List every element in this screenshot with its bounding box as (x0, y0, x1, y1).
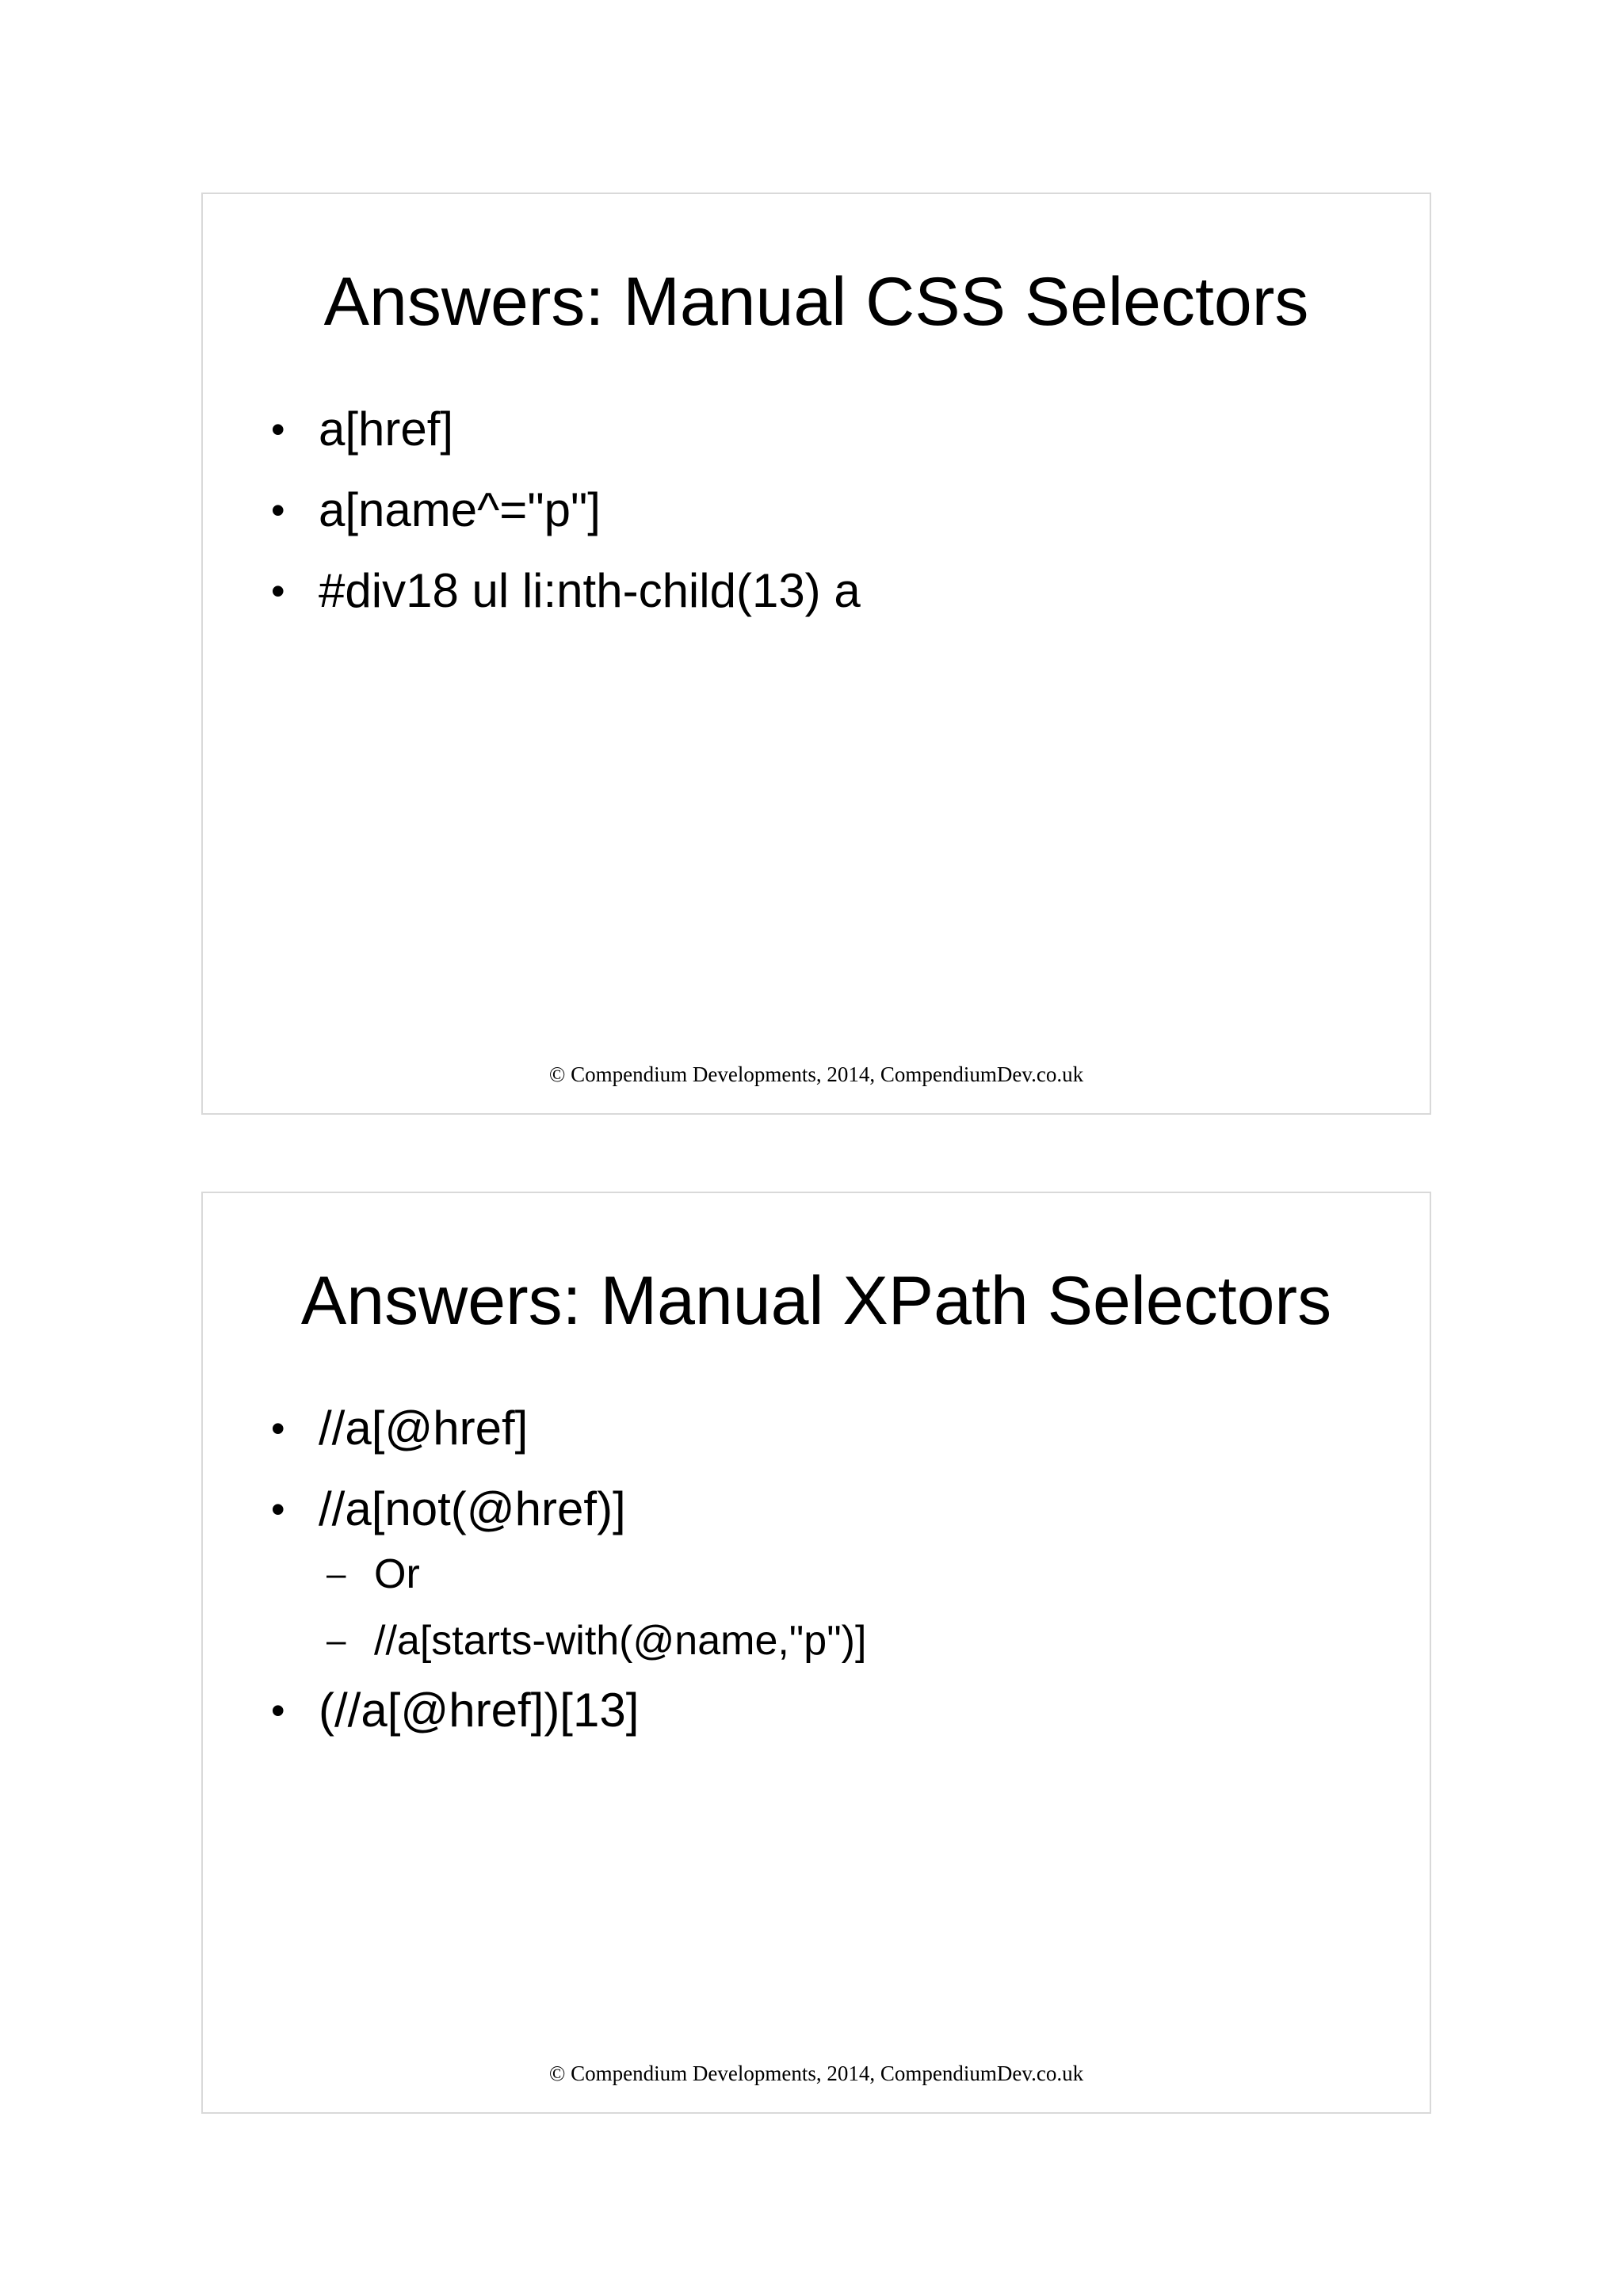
bullet-marker: • (271, 488, 285, 532)
bullet-item (271, 402, 861, 457)
sub-bullet-marker: – (327, 1621, 346, 1660)
bullet-text: #div18 ul li:nth-child(13) a (319, 564, 861, 617)
bullet-text: a[href] (319, 402, 454, 456)
bullet-list (271, 402, 861, 644)
bullet-text: //a[not(@href)] (319, 1482, 626, 1535)
bullet-text: a[name^="p"] (319, 483, 601, 536)
sub-bullet-item (271, 1550, 866, 1599)
bullet-marker: • (271, 407, 285, 452)
slide-title: Answers: Manual CSS Selectors (323, 264, 1309, 340)
bullet-text: (//a[@href])[13] (319, 1684, 640, 1737)
sub-bullet-text: //a[starts-with(@name,"p")] (374, 1618, 867, 1664)
bullet-marker: • (271, 1487, 285, 1531)
sub-bullet-list (271, 1550, 866, 1665)
slide-footer: © Compendium Developments, 2014, CompendiumDev.co.uk (548, 2061, 1084, 2085)
sub-bullet-group (271, 1550, 866, 1665)
slide-xpath-selectors (201, 1192, 1431, 2114)
sub-bullet-item (271, 1616, 866, 1665)
bullet-list (271, 1401, 866, 1764)
bullet-item (271, 563, 861, 619)
slide-title: Answers: Manual XPath Selectors (300, 1263, 1332, 1339)
slide-footer: © Compendium Developments, 2014, CompendiumDev.co.uk (548, 1062, 1084, 1086)
bullet-item (271, 1683, 866, 1738)
bullet-marker: • (271, 1406, 285, 1451)
bullet-item (271, 1401, 866, 1456)
bullet-marker: • (271, 569, 285, 613)
bullet-marker: • (271, 1688, 285, 1733)
bullet-item (271, 1482, 866, 1537)
slide-css-selectors (201, 193, 1431, 1115)
sub-bullet-text: Or (374, 1551, 420, 1597)
bullet-item (271, 482, 861, 538)
sub-bullet-marker: – (327, 1554, 346, 1593)
bullet-text: //a[@href] (319, 1402, 529, 1455)
